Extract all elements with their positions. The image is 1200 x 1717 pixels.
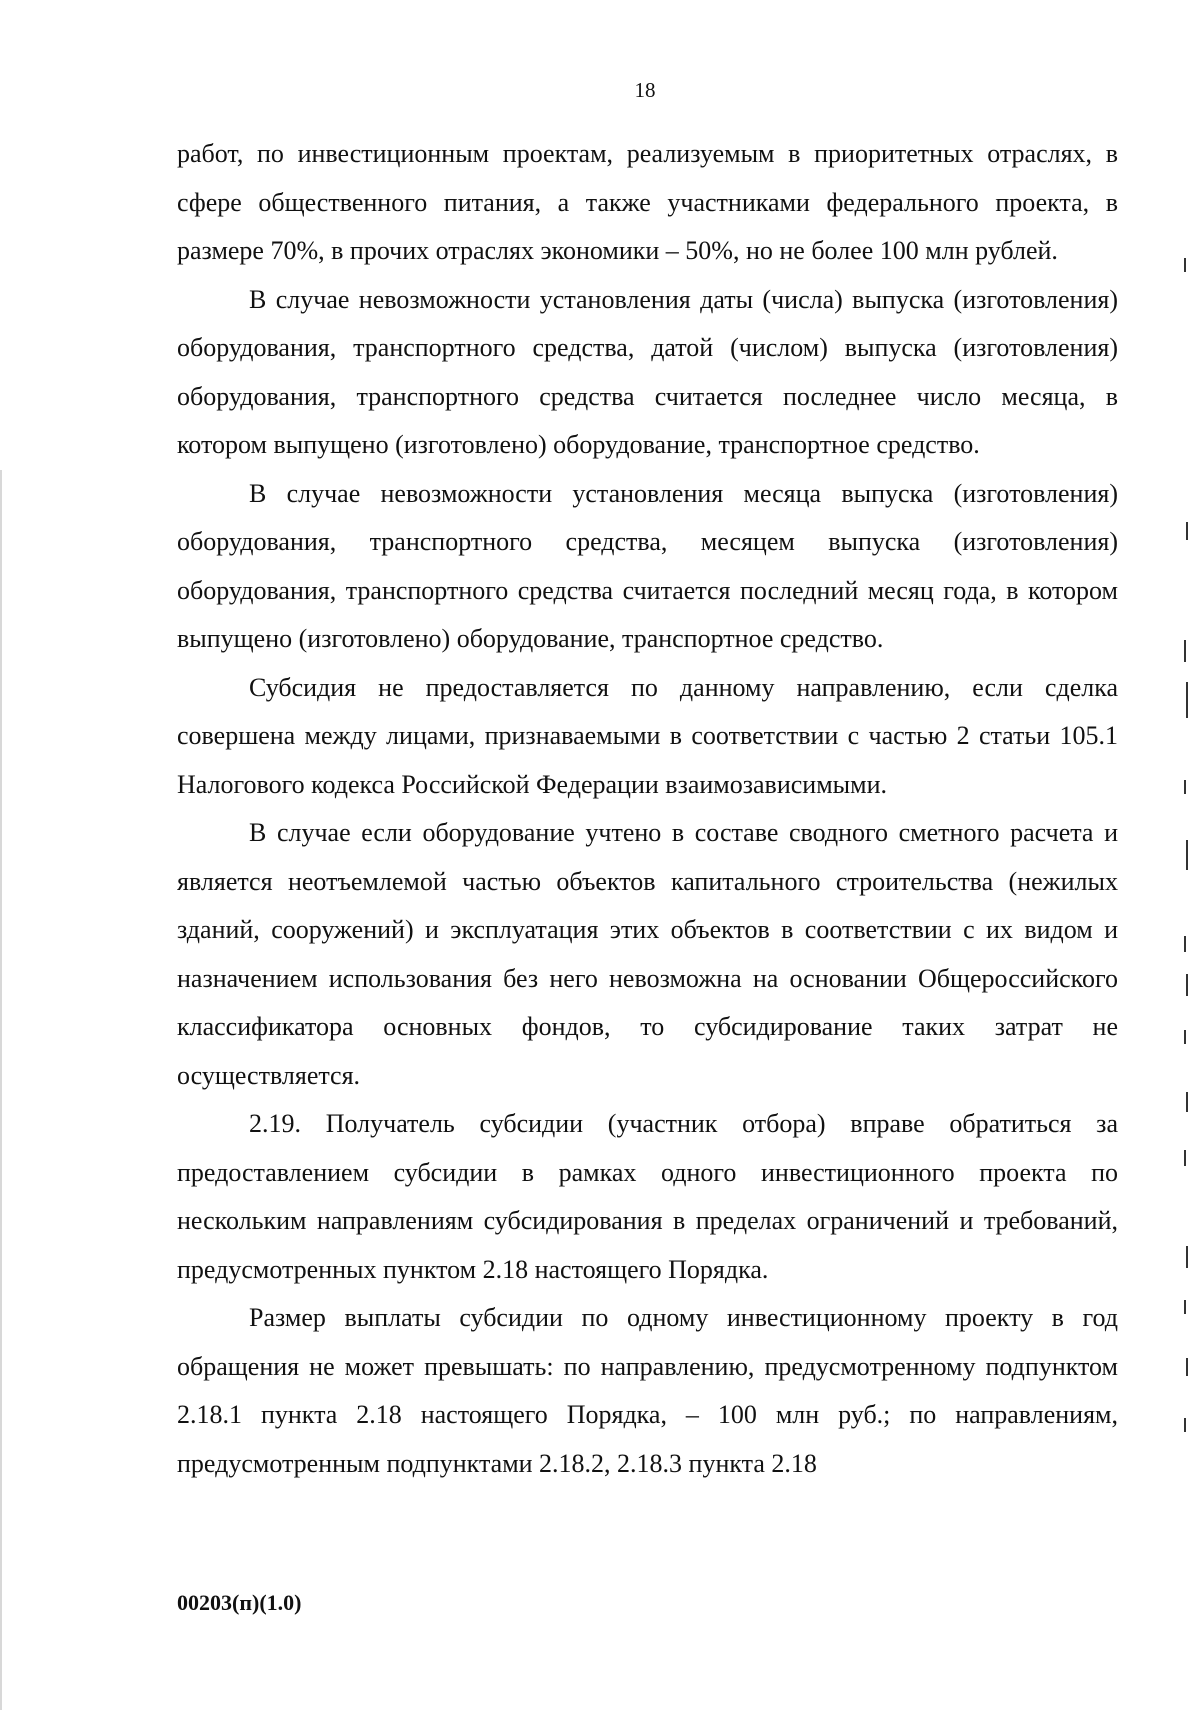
paragraph-related-parties: Субсидия не предоставляется по данному направлению, если сделка совершена между лицами, признаваемыми в соответствии с частью 2 статьи 105.1 Налогового кодекса Российской Федерации взаимозависимыми. <box>177 672 1118 799</box>
paragraph-release-date: В случае невозможности установления даты (числа) выпуска (изготовления) оборудования, транспортного средства, датой (числом) выпуска (изготовления) оборудования, транспортного средства считается последнее число месяца, в котором выпущено (изготовлено) оборудование, транспортное средство. <box>177 284 1118 459</box>
scan-edge-line <box>0 470 2 1710</box>
paragraph-capital-construction: В случае если оборудование учтено в составе сводного сметного расчета и является неотъемлемой частью объектов капитального строительства (нежилых зданий, сооружений) и эксплуатация этих объектов в соответствии с их видом и назначением использования без него невозможна на основании Общероссийского классификатора основных фондов, то субсидирование таких затрат не осуществляется. <box>177 818 1118 1090</box>
paragraph-payment-limit: Размер выплаты субсидии по одному инвестиционному проекту в год обращения не может превышать: по направлению, предусмотренному подпунктом 2.18.1 пункта 2.18 настоящего Порядка, – 100 млн руб.; по направлениям, предусмотренным подпунктами 2.18.2, 2.18.3 пункта 2.18 <box>177 1303 1118 1478</box>
paragraph-release-month: В случае невозможности установления месяца выпуска (изготовления) оборудования, транспортного средства, месяцем выпуска (изготовления) оборудования, транспортного средства считается последний месяц года, в котором выпущено (изготовлено) оборудование, транспортное средство. <box>177 478 1118 653</box>
paragraph-continuation: работ, по инвестиционным проектам, реализуемым в приоритетных отраслях, в сфере общественного питания, а также участниками федерального проекта, в размере 70%, в прочих отраслях экономики – 50%, но не более 100 млн рублей. <box>177 139 1118 265</box>
document-code: 00203(п)(1.0) <box>177 1590 302 1615</box>
scan-margin-marks <box>1170 0 1200 1717</box>
page-number: 18 <box>634 78 656 102</box>
document-body <box>177 130 1118 1488</box>
paragraph-clause-2-19: 2.19. Получатель субсидии (участник отбора) вправе обратиться за предоставлением субсидии в рамках одного инвестиционного проекта по нескольким направлениям субсидирования в пределах ограничений и требований, предусмотренных пунктом 2.18 настоящего Порядка. <box>177 1109 1118 1284</box>
